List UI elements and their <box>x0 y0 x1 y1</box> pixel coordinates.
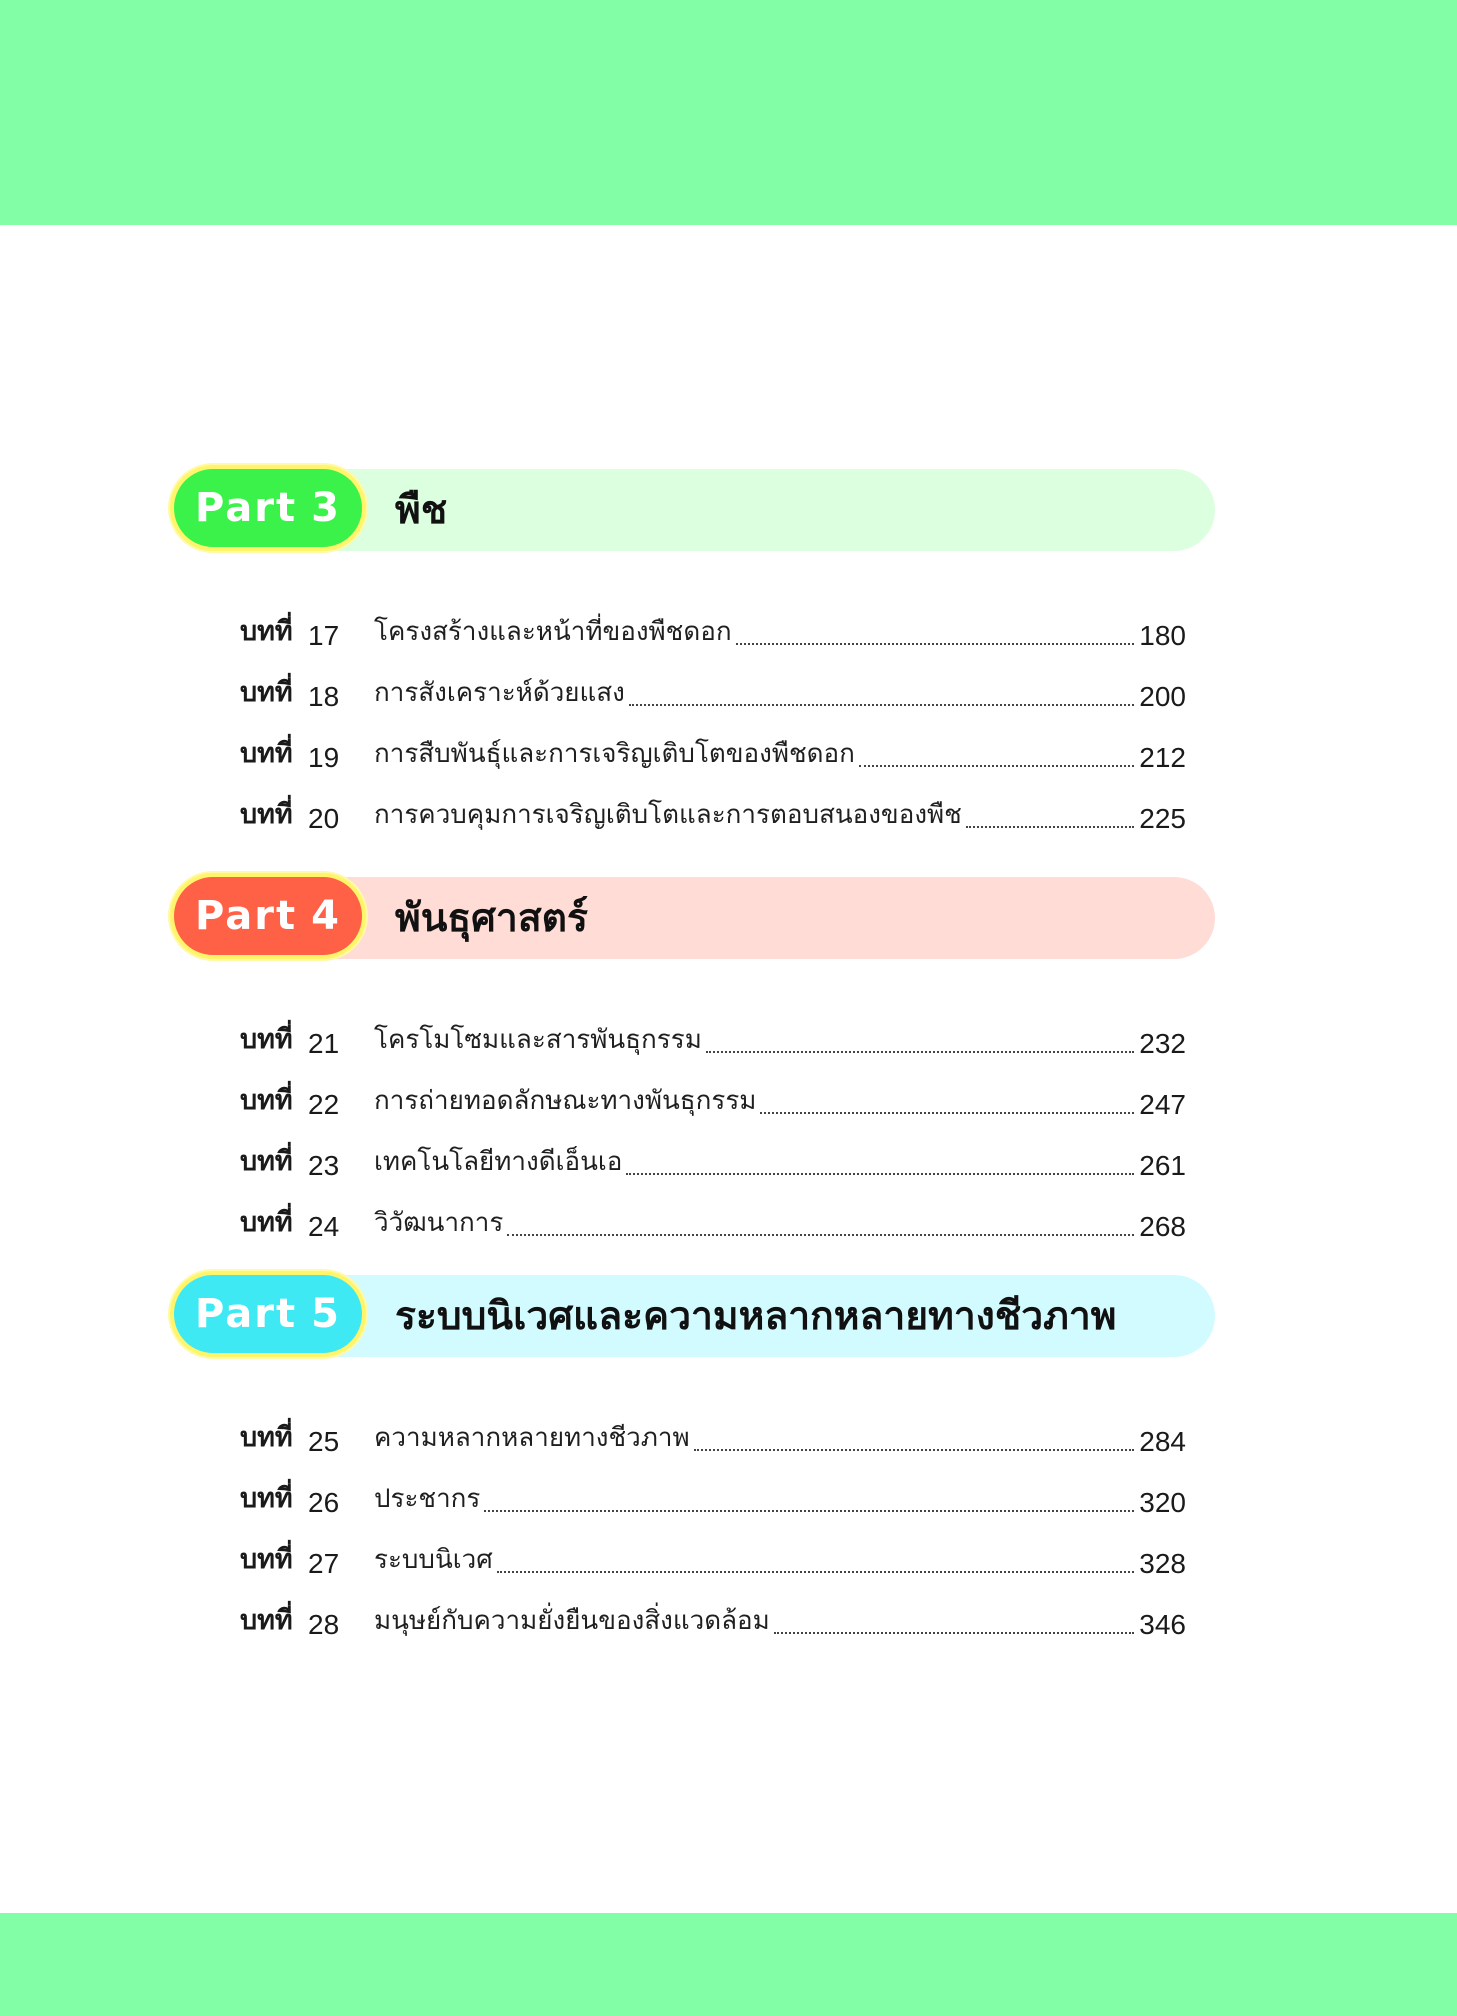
chapter-entry[interactable] <box>170 1397 1215 1458</box>
chapter-entry[interactable] <box>170 591 1215 652</box>
part-number: 3 <box>311 485 341 531</box>
chapter-number: 21 <box>308 1028 340 1059</box>
chapter-title: เทคโนโลยีทางดีเอ็นเอ <box>374 1147 623 1177</box>
part-badge <box>170 873 366 959</box>
page-number: 328 <box>1139 1548 1186 1579</box>
top-color-band <box>0 0 1457 225</box>
chapter-label: บทที่ <box>240 1544 293 1575</box>
dot-leader <box>507 1233 1134 1236</box>
page-number: 212 <box>1139 742 1186 773</box>
page-number: 247 <box>1139 1089 1186 1120</box>
section-part-3 <box>170 469 1215 835</box>
chapter-title: ระบบนิเวศ <box>374 1545 493 1575</box>
section-banner <box>180 469 1215 551</box>
chapter-title: การสืบพันธุ์และการเจริญเติบโตของพืชดอก <box>374 739 855 769</box>
chapter-number: 18 <box>308 681 340 712</box>
chapter-label: บทที่ <box>240 1085 293 1116</box>
chapter-title: ความหลากหลายทางชีวภาพ <box>374 1423 690 1453</box>
chapter-title: การควบคุมการเจริญเติบโตและการตอบสนองของพืช <box>374 800 962 830</box>
section-banner <box>180 1275 1215 1357</box>
chapter-label: บทที่ <box>240 1024 293 1055</box>
chapter-entry[interactable] <box>170 774 1215 835</box>
part-badge <box>170 465 366 551</box>
section-title: ระบบนิเวศและความหลากหลายทางชีวภาพ <box>395 1294 1117 1339</box>
part-badge <box>170 1271 366 1357</box>
dot-leader <box>484 1509 1134 1512</box>
chapter-number: 17 <box>308 620 340 651</box>
part-number: 5 <box>311 1291 341 1337</box>
chapter-list <box>170 1397 1215 1641</box>
dot-leader <box>736 642 1134 645</box>
chapter-label: บทที่ <box>240 1422 293 1453</box>
chapter-number: 20 <box>308 803 340 834</box>
chapter-entry[interactable] <box>170 1060 1215 1121</box>
page-number: 346 <box>1139 1609 1186 1640</box>
chapter-title: โครงสร้างและหน้าที่ของพืชดอก <box>374 617 732 647</box>
chapter-number: 26 <box>308 1487 340 1518</box>
section-title: พันธุศาสตร์ <box>395 896 588 941</box>
chapter-entry[interactable] <box>170 713 1215 774</box>
chapter-number: 23 <box>308 1150 340 1181</box>
chapter-number: 19 <box>308 742 340 773</box>
chapter-entry[interactable] <box>170 999 1215 1060</box>
chapter-title: การถ่ายทอดลักษณะทางพันธุกรรม <box>374 1086 757 1116</box>
chapter-title: การสังเคราะห์ด้วยแสง <box>374 678 625 708</box>
chapter-title: วิวัฒนาการ <box>374 1208 504 1238</box>
chapter-title: ประชากร <box>374 1484 481 1514</box>
chapter-number: 24 <box>308 1211 340 1242</box>
chapter-entry[interactable] <box>170 652 1215 713</box>
section-part-5 <box>170 1275 1215 1641</box>
page-number: 232 <box>1139 1028 1186 1059</box>
part-label: Part <box>195 485 298 531</box>
chapter-number: 22 <box>308 1089 340 1120</box>
chapter-label: บทที่ <box>240 1605 293 1636</box>
dot-leader <box>694 1448 1134 1451</box>
bottom-color-band <box>0 1913 1457 2016</box>
dot-leader <box>859 764 1134 767</box>
section-title: พืช <box>395 488 448 533</box>
chapter-label: บทที่ <box>240 799 293 830</box>
chapter-label: บทที่ <box>240 738 293 769</box>
page-number: 225 <box>1139 803 1186 834</box>
dot-leader <box>760 1111 1134 1114</box>
page-number: 320 <box>1139 1487 1186 1518</box>
chapter-number: 28 <box>308 1609 340 1640</box>
chapter-entry[interactable] <box>170 1580 1215 1641</box>
page-number: 268 <box>1139 1211 1186 1242</box>
chapter-label: บทที่ <box>240 616 293 647</box>
dot-leader <box>629 703 1134 706</box>
chapter-label: บทที่ <box>240 677 293 708</box>
dot-leader <box>497 1570 1134 1573</box>
chapter-number: 25 <box>308 1426 340 1457</box>
chapter-label: บทที่ <box>240 1207 293 1238</box>
dot-leader <box>774 1631 1134 1634</box>
chapter-title: มนุษย์กับความยั่งยืนของสิ่งแวดล้อม <box>374 1606 770 1636</box>
chapter-list <box>170 999 1215 1243</box>
section-part-4 <box>170 877 1215 1243</box>
page-number: 180 <box>1139 620 1186 651</box>
chapter-label: บทที่ <box>240 1146 293 1177</box>
chapter-number: 27 <box>308 1548 340 1579</box>
dot-leader <box>706 1050 1134 1053</box>
page-number: 261 <box>1139 1150 1186 1181</box>
dot-leader <box>626 1172 1134 1175</box>
chapter-label: บทที่ <box>240 1483 293 1514</box>
chapter-entry[interactable] <box>170 1519 1215 1580</box>
part-number: 4 <box>311 893 341 939</box>
section-banner <box>180 877 1215 959</box>
chapter-entry[interactable] <box>170 1458 1215 1519</box>
chapter-entry[interactable] <box>170 1182 1215 1243</box>
chapter-title: โครโมโซมและสารพันธุกรรม <box>374 1025 702 1055</box>
dot-leader <box>966 825 1134 828</box>
chapter-entry[interactable] <box>170 1121 1215 1182</box>
page-number: 284 <box>1139 1426 1186 1457</box>
part-label: Part <box>195 893 298 939</box>
part-label: Part <box>195 1291 298 1337</box>
page-number: 200 <box>1139 681 1186 712</box>
chapter-list <box>170 591 1215 835</box>
